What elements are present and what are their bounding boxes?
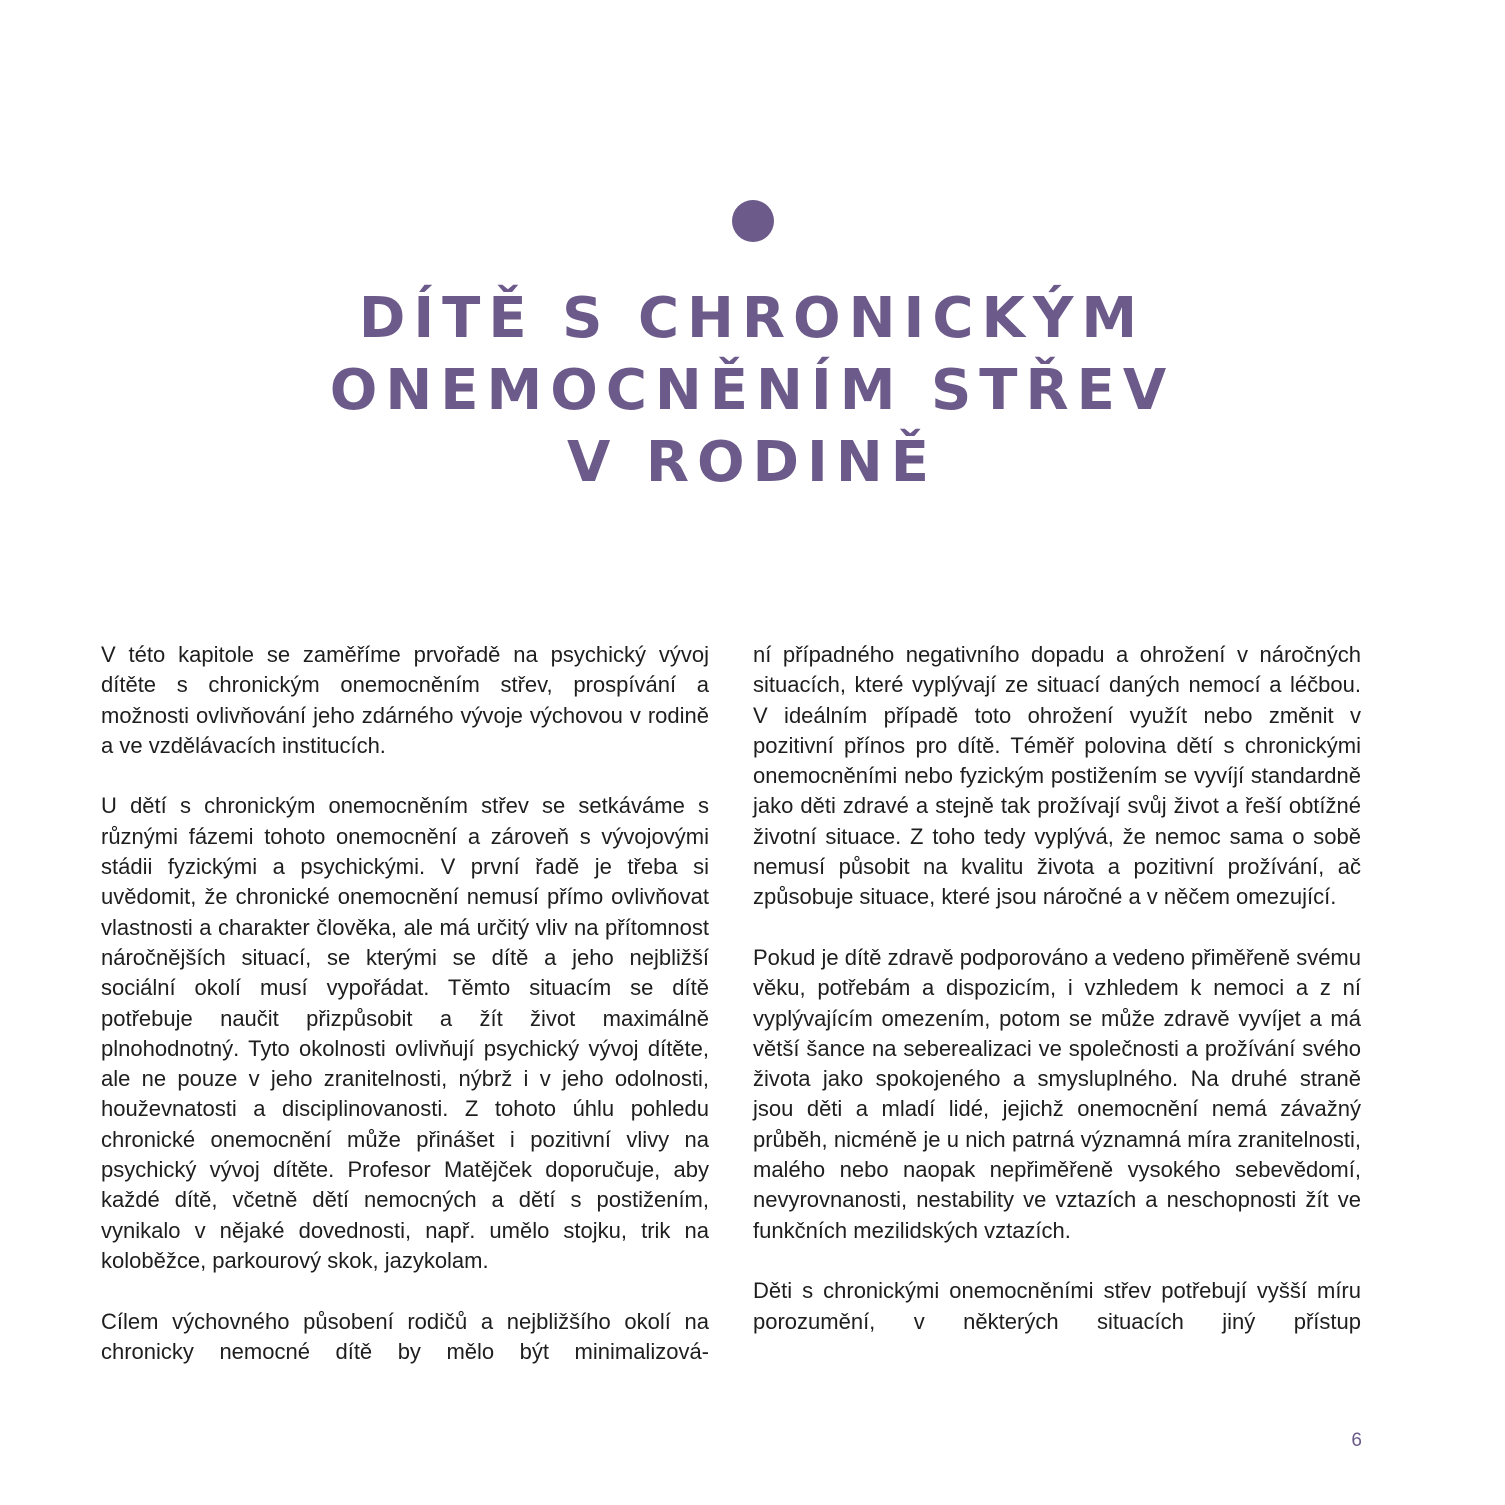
left-text-column	[101, 640, 709, 1367]
paragraph-development: U dětí s chronickým onemocněním střev se setkáváme s různými fázemi tohoto onemocnění a zároveň s vývojovými stádii fyzickými a psychickými. V první řadě je třeba si uvědomit, že chronické onemocnění nemusí přímo ovlivňovat vlastnosti a charakter člověka, ale má určitý vliv na přítomnost náročnějších situací, se kterými se dítě a jeho nejbližší sociální okolí musí vypořádat. Těmto situacím se dítě potřebuje naučit přizpůsobit a žít život maximálně plnohodnotný. Tyto okolnosti ovlivňují psychický vývoj dítěte, ale ne pouze v jeho zranitelnosti, nýbrž i v jeho odolnosti, houževnatosti a disciplinovanosti. Z tohoto úhlu pohledu chronické onemocnění může přinášet i pozitivní vlivy na psychický vývoj dítěte. Profesor Matějček doporučuje, aby každé dítě, včetně dětí nemocných a dětí s postižením, vynikalo v nějaké dovednosti, např. umělo stojku, trik na koloběžce, parkourový skok, jazykolam.	[101, 793, 709, 1273]
paragraph-continuation: ní případného negativního dopadu a ohrožení v náročných situacích, které vyplývají ze situací daných nemocí a léčbou. V ideálním případě toto ohrožení využít nebo změnit v pozitivní přínos pro dítě. Téměř polovina dětí s chronickými onemocněními nebo fyzickým postižením se vyvíjí standardně jako děti zdravé a stejně tak prožívají svůj život a řeší obtížné životní situace. Z toho tedy vyplývá, že nemoc sama o sobě nemusí působit na kvalitu života a pozitivní prožívání, ač způsobuje situace, které jsou náročné a v něčem omezující.	[753, 642, 1361, 910]
chapter-title-line: DÍTĚ S CHRONICKÝM	[358, 286, 1146, 351]
paragraph-understanding: Děti s chronickými onemocněními střev potřebují vyšší míru porozumění, v některých situacích jiný přístup	[753, 1278, 1361, 1334]
paragraph-support: Pokud je dítě zdravě podporováno a vedeno přiměřeně svému věku, potřebám a dispozicím, i vzhledem k nemoci a z ní vyplývajícím omezením, potom se může zdravě vyvíjet a má větší šance na seberealizaci ve společnosti a prožívání svého života jako spokojeného a smysluplného. Na druhé straně jsou děti a mladí lidé, jejichž onemocnění nemá závažný průběh, nicméně je u nich patrná významná míra zranitelnosti, malého nebo naopak nepřiměřeně vysokého sebevědomí, nevyrovnanosti, nestability ve vztazích a neschopnosti žít ve funkčních mezilidských vztazích.	[753, 944, 1361, 1243]
right-text-column	[753, 640, 1361, 1337]
page-number: 6	[1351, 1430, 1362, 1451]
paragraph-goal: Cílem výchovného působení rodičů a nejbližšího okolí na chronicky nemocné dítě by mělo být minimalizová-	[101, 1308, 709, 1364]
chapter-title	[252, 283, 1252, 499]
paragraph-intro: V této kapitole se zaměříme prvořadě na psychický vývoj dítěte s chronickým onemocněním střev, prospívání a možnosti ovlivňování jeho zdárného vývoje výchovou v rodině a ve vzdělávacích institucích.	[101, 642, 709, 758]
chapter-dot-icon	[732, 200, 774, 242]
chapter-title-line: ONEMOCNĚNÍM STŘEV	[329, 358, 1175, 423]
chapter-title-line: V RODINĚ	[566, 430, 937, 495]
